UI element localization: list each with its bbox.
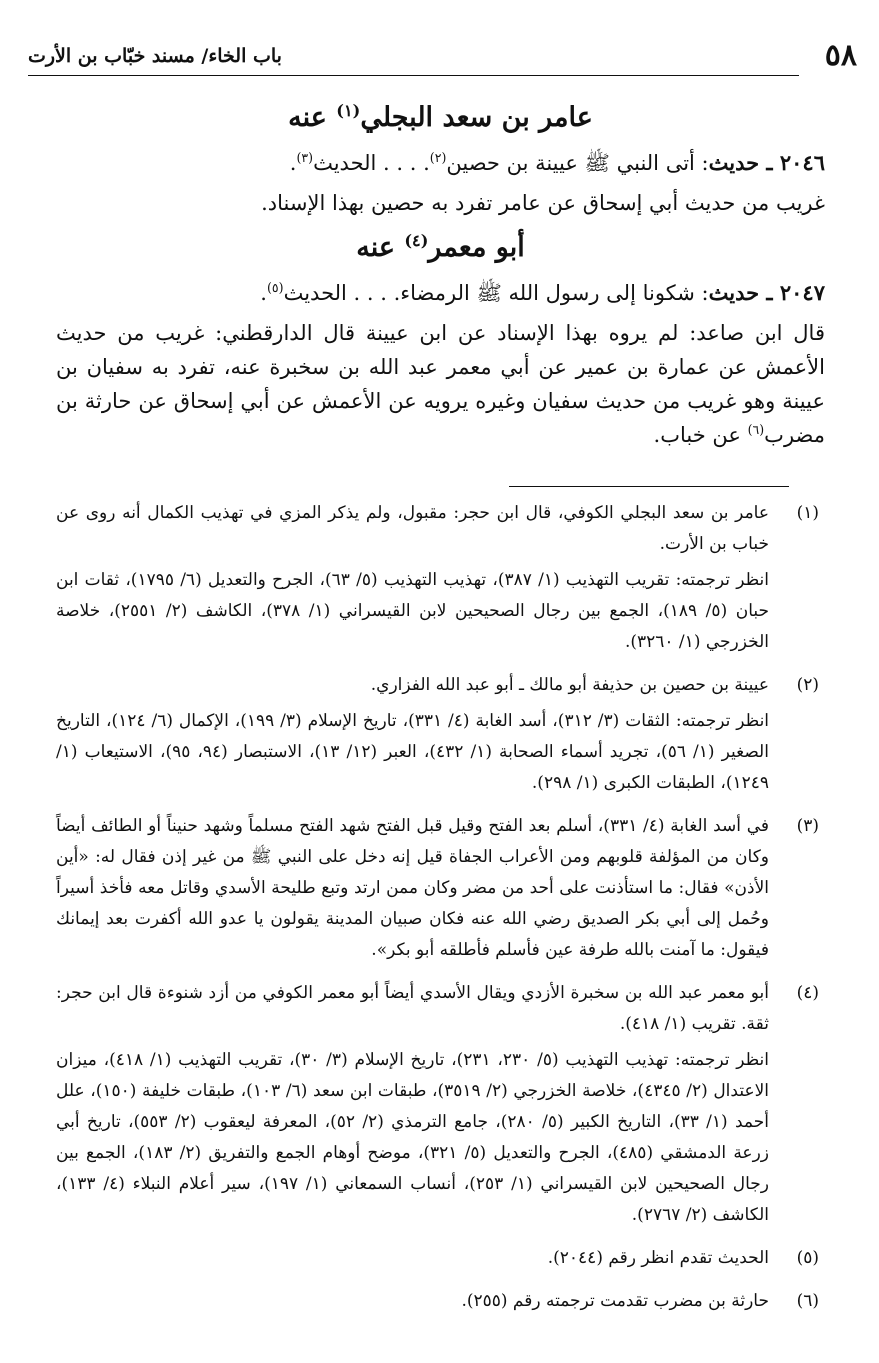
- header-rule: [28, 75, 799, 76]
- footnote: [56, 978, 819, 1236]
- footnote-marker: (١): [336, 101, 361, 120]
- footnote-marker: (٦): [747, 422, 765, 437]
- footnote-text: عيينة بن حصين بن حذيفة أبو مالك ـ أبو عبد الله الفزاري.: [370, 675, 769, 695]
- footnote-body: [56, 670, 769, 804]
- footnote: [56, 1286, 819, 1322]
- comment-text: عن خباب.: [653, 423, 748, 447]
- footnote: [56, 670, 819, 804]
- main-text: [56, 96, 825, 458]
- footnote-text: انظر ترجمته: تقريب التهذيب (١/ ٣٨٧)، تهذيب التهذيب (٥/ ٦٣)، الجرح والتعديل (٦/ ١٧٩٥)، ثقات ابن حبان (٥/ ١٨٩)، الجمع بين رجال الصحيحين لابن القيسراني (١/ ٣٧٨)، الكاشف (٢/ ٢٥٥١)، خلاصة الخزرجي (١/ ٣٢٦٠).: [56, 570, 770, 652]
- hadith-text: . . . . الحديث: [313, 151, 430, 175]
- footnote-text: أبو معمر عبد الله بن سخبرة الأزدي ويقال الأسدي أيضاً أبو معمر الكوفي من أزد شنوءة قال ابن حجر: ثقة. تقريب (١/ ٤١٨).: [56, 983, 769, 1034]
- footnote-body: [56, 1243, 769, 1279]
- footnote-text: الحديث تقدم انظر رقم (٢٠٤٤).: [547, 1248, 769, 1268]
- footnote-number: (٢): [796, 675, 819, 695]
- footnote-number: (٣): [796, 816, 819, 836]
- footnote-marker: (٢): [429, 150, 447, 165]
- footnote-number: (٥): [796, 1248, 819, 1268]
- comment-text: قال ابن صاعد: لم يروه بهذا الإسناد عن ابن عيينة قال الدارقطني: غريب من حديث الأعمش عن عمارة بن عمير عن أبي معمر عبد الله بن سخبرة عنه، تفرد به سفيان بن عيينة وهو غريب من حديث سفيان وغيره يرويه عن الأعمش عن أبي إسحاق عن حارثة بن مضرب: [56, 321, 825, 447]
- footnote: [56, 1243, 819, 1279]
- hadith-comment: [56, 316, 825, 452]
- hadith-2046: [56, 146, 825, 180]
- hadith-number: ٢٠٤٧: [779, 280, 825, 305]
- footnote-body: [56, 498, 769, 663]
- page-number: ٥٨: [824, 38, 857, 73]
- footnote-marker: (٥): [266, 280, 284, 295]
- footnote-text: في أسد الغابة (٤/ ٣٣١)، أسلم بعد الفتح وقيل قبل الفتح شهد الفتح مسلماً وشهد حنيناً أو الطائف أيضاً وكان من المؤلفة قلوبهم ومن الأعراب الجفاة قيل إنه دخل على النبي ﷺ من غير إذن فقال له: «أين الأذن» فقال: ما استأذنت على أحد من مضر وكان ممن ارتد وتبع طليحة الأسدي وقاتل معه فأخذ أسيراً وحُمل إلى أبي بكر الصديق رضي الله عنه فكان صبيان المدينة يقولون يا عدو الله أكفرت بعد إيمانك فيقول: ما آمنت بالله طرفة عين فأسلم فأطلقه أبو بكر».: [56, 816, 769, 960]
- footnote-number: (٤): [796, 983, 819, 1003]
- hadith-text: : شكونا إلى رسول الله ﷺ الرمضاء. . . . الحديث: [283, 281, 709, 305]
- footnote-text: انظر ترجمته: الثقات (٣/ ٣١٢)، أسد الغابة (٤/ ٣٣١)، تاريخ الإسلام (٣/ ١٩٩)، الإكمال (٦/ ١٢٤)، التاريخ الصغير (١/ ٥٦)، تجريد أسماء الصحابة (١/ ٤٣٢)، العبر (١٢/ ١٣)، الاستبصار (٩٤، ٩٥)، الاستيعاب (١/ ١٢٤٩)، الطبقات الكبرى (١/ ٢٩٨).: [56, 711, 770, 793]
- heading-text: أبو معمر: [428, 232, 525, 263]
- heading-suffix: عنه: [356, 232, 405, 263]
- hadith-text: .: [260, 281, 267, 305]
- footnote-marker: (٣): [296, 150, 314, 165]
- hadith-2047: [56, 276, 825, 310]
- section-heading-abu-mamar: [56, 226, 825, 270]
- footnote-body: [56, 978, 769, 1236]
- footnote-separator: [509, 486, 789, 487]
- hadith-text: : أتى النبي ﷺ عيينة بن حصين: [446, 151, 709, 175]
- hadith-number: ٢٠٤٦: [779, 150, 825, 175]
- footnote-body: [56, 811, 769, 971]
- footnote-number: (١): [796, 503, 819, 523]
- footnote-body: [56, 1286, 769, 1322]
- running-title: باب الخاء/ مسند خبّاب بن الأرت: [28, 45, 282, 67]
- hadith-text: .: [289, 151, 297, 175]
- footnote-number: (٦): [796, 1291, 819, 1311]
- footnote: [56, 498, 819, 663]
- page-header: [28, 36, 857, 76]
- footnote-text: عامر بن سعد البجلي الكوفي، قال ابن حجر: مقبول، ولم يذكر المزي في تهذيب الكمال أنه روى عن خباب بن الأرت.: [56, 503, 769, 554]
- footnotes: [56, 498, 819, 1329]
- hadith-label: ـ حديث: [708, 280, 780, 305]
- heading-suffix: عنه: [288, 102, 337, 133]
- heading-text: عامر بن سعد البجلي: [360, 102, 593, 133]
- footnote-marker: (٤): [404, 231, 429, 250]
- hadith-label: ـ حديث: [708, 150, 780, 175]
- footnote-text: حارثة بن مضرب تقدمت ترجمته رقم (٢٥٥).: [461, 1291, 769, 1311]
- section-heading-amir: [56, 96, 825, 140]
- footnote-text: انظر ترجمته: تهذيب التهذيب (٥/ ٢٣٠، ٢٣١)، تاريخ الإسلام (٣/ ٣٠)، تقريب التهذيب (١/ ٤١٨)، ميزان الاعتدال (٢/ ٤٣٤٥)، خلاصة الخزرجي (٢/ ٣٥١٩)، طبقات ابن سعد (٦/ ١٠٣)، طبقات خليفة (١٥٠)، علل أحمد (١/ ٣٣)، التاريخ الكبير (٥/ ٢٨٠)، جامع الترمذي (٢/ ٥٢)، المعرفة ليعقوب (٢/ ٥٥٣)، تاريخ أبي زرعة الدمشقي (٤٨٥)، الجرح والتعديل (٥/ ٣٢١)، موضح أوهام الجمع والتفريق (٢/ ١٨٣)، الجمع بين رجال الصحيحين لابن القيسراني (١/ ٢٥٣)، أنساب السمعاني (١/ ١٩٧)، سير أعلام النبلاء (٤/ ١٣٣)، الكاشف (٢/ ٢٧٦٧).: [56, 1050, 770, 1225]
- hadith-comment: غريب من حديث أبي إسحاق عن عامر تفرد به حصين بهذا الإسناد.: [261, 191, 825, 215]
- footnote: [56, 811, 819, 971]
